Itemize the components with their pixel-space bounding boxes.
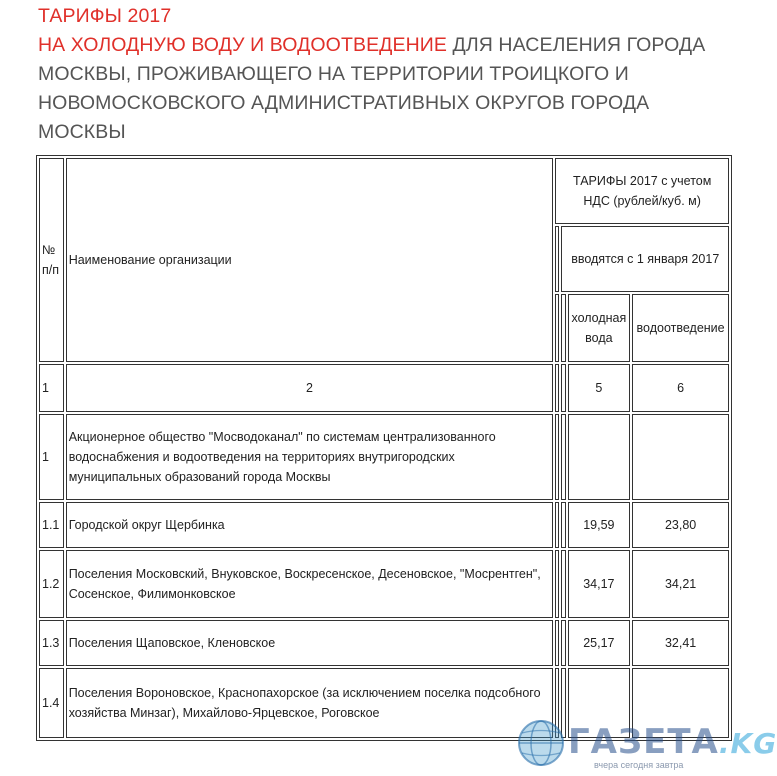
spacer-cell [555,364,559,412]
heading-title: ТАРИФЫ 2017 [38,5,172,27]
row-num: 1 [39,414,64,500]
index-cell: 1 [39,364,64,412]
watermark-domain: .KG [718,727,777,760]
heading-rest: ДЛЯ НАСЕЛЕНИЯ ГОРОДА МОСКВЫ, ПРОЖИВАЮЩЕГО НА ТЕРРИТОРИИ ТРОИЦКОГО И НОВОМОСКОВСКОГО АДМИНИСТРАТИВНЫХ ОКРУГОВ ГОРОДА МОСКВЫ [38,34,706,143]
spacer-cell [561,620,565,666]
header-num: № п/п [39,158,64,362]
tariff-table [36,155,732,741]
spacer-cell [555,502,559,548]
header-spacer [561,294,565,362]
heading-subtitle [38,31,728,147]
watermark-brand [568,722,777,762]
watermark-logo [512,718,777,776]
tariff-table-container [36,155,736,741]
spacer-cell [555,550,559,618]
table-header-row [39,158,729,224]
spacer-cell [561,502,565,548]
row-name: Городской округ Щербинка [66,502,554,548]
page-heading [38,2,728,147]
row-cold-water: 34,17 [568,550,631,618]
row-drainage: 34,21 [632,550,729,618]
header-spacer [555,294,559,362]
row-drainage: 32,41 [632,620,729,666]
row-drainage [632,414,729,500]
header-name: Наименование организации [66,158,554,362]
table-row [39,502,729,548]
header-cold-water: холодная вода [568,294,631,362]
row-num: 1.2 [39,550,64,618]
table-index-row [39,364,729,412]
row-num: 1.4 [39,668,64,738]
spacer-cell [561,364,565,412]
index-cell: 2 [66,364,554,412]
row-cold-water: 25,17 [568,620,631,666]
header-drainage: водоотведение [632,294,729,362]
row-name: Поселения Вороновское, Краснопахорское (за исключением поселка подсобного хозяйства Минзаг), Михайлово-Ярцевское, Роговское [66,668,554,738]
table-row [39,620,729,666]
spacer-cell [561,550,565,618]
row-cold-water [568,414,631,500]
row-num: 1.3 [39,620,64,666]
heading-highlight: НА ХОЛОДНУЮ ВОДУ И ВОДООТВЕДЕНИЕ [38,34,447,56]
table-row [39,414,729,500]
spacer-cell [555,620,559,666]
watermark-brand-name: ГАЗЕТА [568,722,719,762]
row-name: Поселения Московский, Внуковское, Воскресенское, Десеновское, "Мосрентген", Сосенское, Филимонковское [66,550,554,618]
spacer-cell [561,414,565,500]
row-cold-water: 19,59 [568,502,631,548]
spacer-cell [555,414,559,500]
header-tariffs: ТАРИФЫ 2017 с учетом НДС (рублей/куб. м) [555,158,729,224]
globe-icon [516,718,566,768]
watermark-slogan: вчера сегодня завтра [594,760,684,770]
row-name: Акционерное общество "Мосводоканал" по системам централизованного водоснабжения и водоотведения на территориях внутригородских муниципальных образований города Москвы [66,414,554,500]
table-row [39,550,729,618]
row-name: Поселения Щаповское, Кленовское [66,620,554,666]
index-cell: 6 [632,364,729,412]
row-drainage: 23,80 [632,502,729,548]
index-cell: 5 [568,364,631,412]
header-spacer [555,226,559,292]
header-period: вводятся с 1 января 2017 [561,226,729,292]
row-num: 1.1 [39,502,64,548]
